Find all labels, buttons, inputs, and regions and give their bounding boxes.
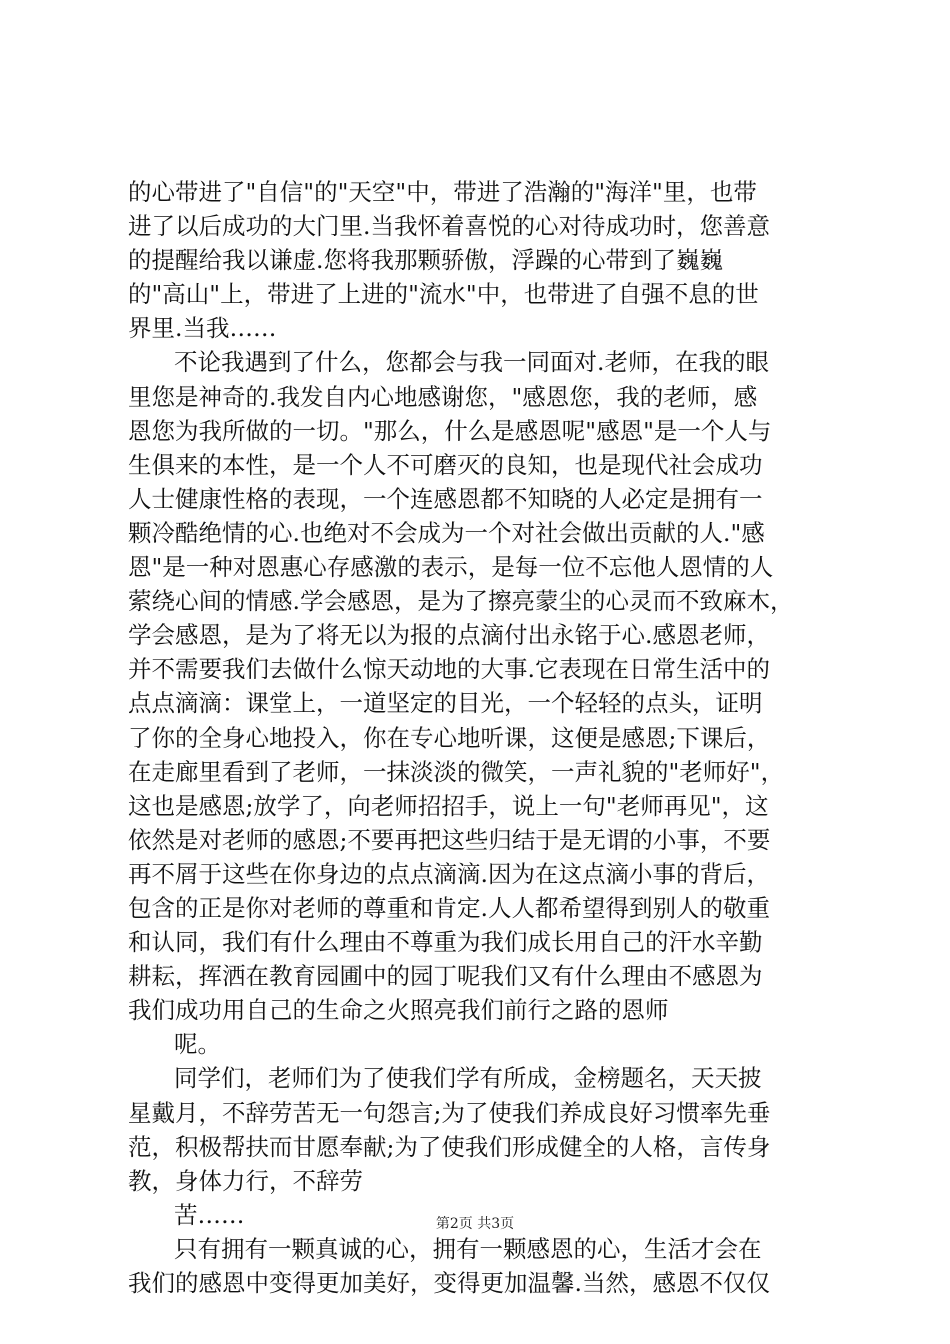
text-line: 耕耘，挥洒在教育园圃中的园丁呢我们又有什么理由不感恩为 — [128, 962, 763, 991]
text-line: 界里.当我…… — [128, 314, 277, 343]
text-line: 范，积极帮扶而甘愿奉献;为了使我们形成健全的人格，言传身 — [128, 1132, 771, 1161]
text-line: 的"高山"上，带进了上进的"流水"中，也带进了自强不息的世 — [128, 280, 759, 309]
text-line: 点点滴滴：课堂上，一道坚定的目光，一个轻轻的点头，证明 — [128, 689, 763, 718]
text-line: 恩您为我所做的一切。"那么，什么是感恩呢"感恩"是一个人与 — [128, 416, 772, 445]
paragraph-first-line: 只有拥有一颗真诚的心，拥有一颗感恩的心，生活才会在 — [174, 1234, 762, 1263]
paragraph-first-line: 同学们，老师们为了使我们学有所成，金榜题名，天天披 — [174, 1064, 762, 1093]
text-line: 呢。 — [174, 1030, 221, 1059]
text-line: 在走廊里看到了老师，一抹淡淡的微笑，一声礼貌的"老师好"， — [128, 757, 785, 786]
text-line: 这也是感恩;放学了，向老师招招手，说上一句"老师再见"，这 — [128, 791, 769, 820]
paragraph-first-line: 不论我遇到了什么，您都会与我一同面对.老师，在我的眼 — [174, 348, 769, 377]
text-line: 的心带进了"自信"的"天空"中，带进了浩瀚的"海洋"里，也带 — [128, 178, 757, 206]
text-line: 我们成功用自己的生命之火照亮我们前行之路的恩师 — [128, 996, 669, 1025]
text-line: 依然是对老师的感恩;不要再把这些归结于是无谓的小事，不要 — [128, 825, 771, 854]
body-text — [128, 175, 828, 1300]
text-line: 和认同，我们有什么理由不尊重为我们成长用自己的汗水辛勤 — [128, 928, 763, 957]
text-line: 学会感恩，是为了将无以为报的点滴付出永铭于心.感恩老师， — [128, 621, 770, 650]
text-line: 里您是神奇的.我发自内心地感谢您，"感恩您，我的老师，感 — [128, 382, 758, 411]
text-line: 人士健康性格的表现，一个连感恩都不知晓的人必定是拥有一 — [128, 484, 763, 513]
text-line: 星戴月，不辞劳苦无一句怨言;为了使我们养成良好习惯率先垂 — [128, 1098, 771, 1127]
text-line: 的提醒给我以谦虚.您将我那颗骄傲，浮躁的心带到了巍巍 — [128, 246, 723, 275]
text-line: 进了以后成功的大门里.当我怀着喜悦的心对待成功时，您善意 — [128, 212, 770, 241]
text-line: 萦绕心间的情感.学会感恩，是为了擦亮蒙尘的心灵而不致麻木， — [128, 587, 794, 616]
text-line: 包含的正是你对老师的尊重和肯定.人人都希望得到别人的敬重 — [128, 893, 770, 922]
text-line: 再不屑于这些在你身边的点点滴滴.因为在这点滴小事的背后， — [128, 859, 770, 888]
text-line: 颗冷酷绝情的心.也绝对不会成为一个对社会做出贡献的人."感 — [128, 518, 765, 547]
text-line: 生俱来的本性，是一个人不可磨灭的良知，也是现代社会成功 — [128, 450, 763, 479]
text-line: 了你的全身心地投入，你在专心地听课，这便是感恩;下课后， — [128, 723, 771, 752]
text-line: 我们的感恩中变得更加美好，变得更加温馨.当然，感恩不仅仅 — [128, 1269, 770, 1297]
text-line: 恩"是一种对恩惠心存感激的表示，是每一位不忘他人恩情的人 — [128, 553, 774, 582]
text-line: 苦…… — [174, 1200, 245, 1229]
text-line: 教，身体力行，不辞劳 — [128, 1166, 363, 1195]
page-number-footer: 第2页 共3页 — [435, 1216, 515, 1232]
text-line: 并不需要我们去做什么惊天动地的大事.它表现在日常生活中的 — [128, 655, 770, 684]
